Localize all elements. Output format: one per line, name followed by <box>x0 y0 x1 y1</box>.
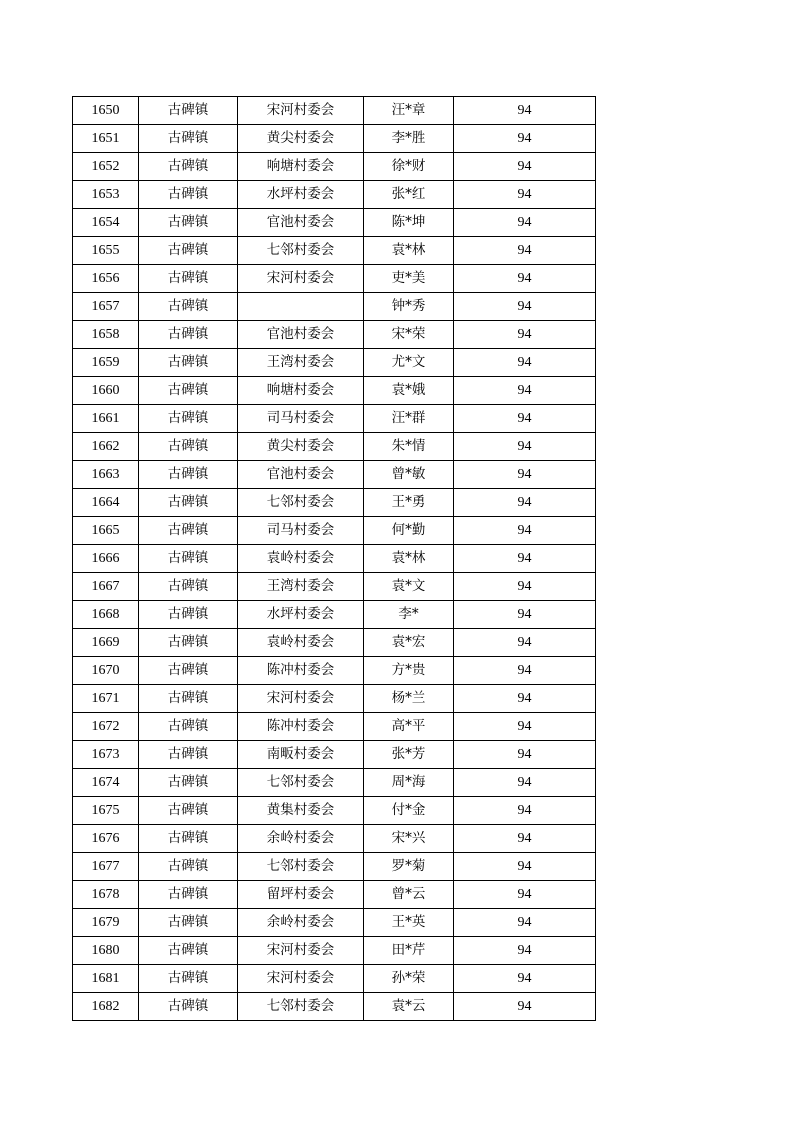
row-number-cell: 1658 <box>73 321 139 349</box>
score-cell: 94 <box>454 573 596 601</box>
table-row <box>73 517 596 545</box>
table-row <box>73 153 596 181</box>
village-committee-cell: 宋河村委会 <box>238 965 364 993</box>
table-row <box>73 657 596 685</box>
village-committee-cell: 官池村委会 <box>238 209 364 237</box>
row-number-cell: 1672 <box>73 713 139 741</box>
table-row <box>73 601 596 629</box>
town-cell: 古碑镇 <box>139 349 238 377</box>
village-committee-cell: 七邻村委会 <box>238 489 364 517</box>
score-cell: 94 <box>454 601 596 629</box>
row-number-cell: 1670 <box>73 657 139 685</box>
town-cell: 古碑镇 <box>139 909 238 937</box>
village-committee-cell: 王湾村委会 <box>238 349 364 377</box>
town-cell: 古碑镇 <box>139 825 238 853</box>
person-name-cell: 尤*文 <box>364 349 454 377</box>
row-number-cell: 1674 <box>73 769 139 797</box>
person-name-cell: 宋*兴 <box>364 825 454 853</box>
town-cell: 古碑镇 <box>139 853 238 881</box>
score-cell: 94 <box>454 769 596 797</box>
town-cell: 古碑镇 <box>139 433 238 461</box>
table-row <box>73 181 596 209</box>
score-cell: 94 <box>454 97 596 125</box>
score-cell: 94 <box>454 349 596 377</box>
row-number-cell: 1677 <box>73 853 139 881</box>
person-name-cell: 汪*章 <box>364 97 454 125</box>
town-cell: 古碑镇 <box>139 125 238 153</box>
table-row <box>73 321 596 349</box>
person-name-cell: 曾*敏 <box>364 461 454 489</box>
village-committee-cell: 黄尖村委会 <box>238 433 364 461</box>
roster-table-body <box>73 97 596 1021</box>
town-cell: 古碑镇 <box>139 517 238 545</box>
village-committee-cell: 司马村委会 <box>238 517 364 545</box>
table-row <box>73 293 596 321</box>
village-committee-cell: 七邻村委会 <box>238 237 364 265</box>
score-cell: 94 <box>454 685 596 713</box>
row-number-cell: 1668 <box>73 601 139 629</box>
person-name-cell: 张*芳 <box>364 741 454 769</box>
person-name-cell: 袁*云 <box>364 993 454 1021</box>
village-committee-cell: 司马村委会 <box>238 405 364 433</box>
village-committee-cell: 袁岭村委会 <box>238 545 364 573</box>
score-cell: 94 <box>454 237 596 265</box>
table-row <box>73 993 596 1021</box>
score-cell: 94 <box>454 797 596 825</box>
village-committee-cell: 袁岭村委会 <box>238 629 364 657</box>
town-cell: 古碑镇 <box>139 797 238 825</box>
score-cell: 94 <box>454 657 596 685</box>
row-number-cell: 1660 <box>73 377 139 405</box>
village-committee-cell: 宋河村委会 <box>238 937 364 965</box>
person-name-cell: 方*贵 <box>364 657 454 685</box>
row-number-cell: 1681 <box>73 965 139 993</box>
score-cell: 94 <box>454 741 596 769</box>
town-cell: 古碑镇 <box>139 489 238 517</box>
table-row <box>73 545 596 573</box>
score-cell: 94 <box>454 461 596 489</box>
row-number-cell: 1661 <box>73 405 139 433</box>
score-cell: 94 <box>454 937 596 965</box>
row-number-cell: 1659 <box>73 349 139 377</box>
row-number-cell: 1652 <box>73 153 139 181</box>
person-name-cell: 朱*情 <box>364 433 454 461</box>
score-cell: 94 <box>454 629 596 657</box>
person-name-cell: 杨*兰 <box>364 685 454 713</box>
town-cell: 古碑镇 <box>139 545 238 573</box>
town-cell: 古碑镇 <box>139 769 238 797</box>
town-cell: 古碑镇 <box>139 321 238 349</box>
person-name-cell: 张*红 <box>364 181 454 209</box>
table-row <box>73 237 596 265</box>
row-number-cell: 1675 <box>73 797 139 825</box>
score-cell: 94 <box>454 489 596 517</box>
village-committee-cell: 响塘村委会 <box>238 377 364 405</box>
person-name-cell: 何*勤 <box>364 517 454 545</box>
town-cell: 古碑镇 <box>139 657 238 685</box>
village-committee-cell: 留坪村委会 <box>238 881 364 909</box>
village-committee-cell: 南畈村委会 <box>238 741 364 769</box>
village-committee-cell: 陈冲村委会 <box>238 657 364 685</box>
town-cell: 古碑镇 <box>139 601 238 629</box>
village-committee-cell: 七邻村委会 <box>238 769 364 797</box>
score-cell: 94 <box>454 433 596 461</box>
row-number-cell: 1673 <box>73 741 139 769</box>
person-name-cell: 徐*财 <box>364 153 454 181</box>
table-row <box>73 629 596 657</box>
score-cell: 94 <box>454 265 596 293</box>
village-committee-cell: 余岭村委会 <box>238 825 364 853</box>
town-cell: 古碑镇 <box>139 237 238 265</box>
score-cell: 94 <box>454 153 596 181</box>
table-row <box>73 265 596 293</box>
town-cell: 古碑镇 <box>139 713 238 741</box>
village-committee-cell: 黄集村委会 <box>238 797 364 825</box>
village-committee-cell: 陈冲村委会 <box>238 713 364 741</box>
row-number-cell: 1663 <box>73 461 139 489</box>
score-cell: 94 <box>454 545 596 573</box>
score-cell: 94 <box>454 209 596 237</box>
person-name-cell: 吏*美 <box>364 265 454 293</box>
score-cell: 94 <box>454 321 596 349</box>
town-cell: 古碑镇 <box>139 153 238 181</box>
table-row <box>73 685 596 713</box>
person-name-cell: 汪*群 <box>364 405 454 433</box>
person-name-cell: 李* <box>364 601 454 629</box>
person-name-cell: 陈*坤 <box>364 209 454 237</box>
score-cell: 94 <box>454 909 596 937</box>
row-number-cell: 1651 <box>73 125 139 153</box>
row-number-cell: 1682 <box>73 993 139 1021</box>
row-number-cell: 1669 <box>73 629 139 657</box>
score-cell: 94 <box>454 853 596 881</box>
row-number-cell: 1662 <box>73 433 139 461</box>
person-name-cell: 孙*荣 <box>364 965 454 993</box>
village-committee-cell: 水坪村委会 <box>238 601 364 629</box>
town-cell: 古碑镇 <box>139 461 238 489</box>
village-committee-cell: 宋河村委会 <box>238 685 364 713</box>
score-cell: 94 <box>454 293 596 321</box>
row-number-cell: 1667 <box>73 573 139 601</box>
table-row <box>73 769 596 797</box>
village-committee-cell: 七邻村委会 <box>238 993 364 1021</box>
table-row <box>73 797 596 825</box>
person-name-cell: 钟*秀 <box>364 293 454 321</box>
town-cell: 古碑镇 <box>139 741 238 769</box>
person-name-cell: 袁*宏 <box>364 629 454 657</box>
table-row <box>73 713 596 741</box>
table-row <box>73 489 596 517</box>
person-name-cell: 罗*菊 <box>364 853 454 881</box>
person-name-cell: 曾*云 <box>364 881 454 909</box>
village-committee-cell: 七邻村委会 <box>238 853 364 881</box>
score-cell: 94 <box>454 517 596 545</box>
table-row <box>73 965 596 993</box>
row-number-cell: 1650 <box>73 97 139 125</box>
row-number-cell: 1671 <box>73 685 139 713</box>
town-cell: 古碑镇 <box>139 97 238 125</box>
person-name-cell: 袁*林 <box>364 237 454 265</box>
row-number-cell: 1656 <box>73 265 139 293</box>
score-cell: 94 <box>454 965 596 993</box>
table-row <box>73 433 596 461</box>
row-number-cell: 1654 <box>73 209 139 237</box>
person-name-cell: 袁*文 <box>364 573 454 601</box>
town-cell: 古碑镇 <box>139 377 238 405</box>
score-cell: 94 <box>454 825 596 853</box>
row-number-cell: 1679 <box>73 909 139 937</box>
score-cell: 94 <box>454 993 596 1021</box>
table-row <box>73 209 596 237</box>
table-row <box>73 461 596 489</box>
table-row <box>73 853 596 881</box>
score-cell: 94 <box>454 881 596 909</box>
person-name-cell: 高*平 <box>364 713 454 741</box>
town-cell: 古碑镇 <box>139 573 238 601</box>
row-number-cell: 1655 <box>73 237 139 265</box>
village-committee-cell: 水坪村委会 <box>238 181 364 209</box>
table-row <box>73 405 596 433</box>
person-name-cell: 周*海 <box>364 769 454 797</box>
town-cell: 古碑镇 <box>139 181 238 209</box>
person-name-cell: 宋*荣 <box>364 321 454 349</box>
village-committee-cell: 官池村委会 <box>238 321 364 349</box>
row-number-cell: 1657 <box>73 293 139 321</box>
person-name-cell: 王*英 <box>364 909 454 937</box>
village-committee-cell: 响塘村委会 <box>238 153 364 181</box>
table-row <box>73 741 596 769</box>
row-number-cell: 1653 <box>73 181 139 209</box>
table-row <box>73 97 596 125</box>
person-name-cell: 王*勇 <box>364 489 454 517</box>
row-number-cell: 1665 <box>73 517 139 545</box>
table-row <box>73 825 596 853</box>
town-cell: 古碑镇 <box>139 629 238 657</box>
person-name-cell: 付*金 <box>364 797 454 825</box>
table-row <box>73 937 596 965</box>
town-cell: 古碑镇 <box>139 293 238 321</box>
person-name-cell: 袁*林 <box>364 545 454 573</box>
row-number-cell: 1676 <box>73 825 139 853</box>
town-cell: 古碑镇 <box>139 265 238 293</box>
village-committee-cell: 王湾村委会 <box>238 573 364 601</box>
table-row <box>73 573 596 601</box>
village-committee-cell <box>238 293 364 321</box>
score-cell: 94 <box>454 125 596 153</box>
town-cell: 古碑镇 <box>139 993 238 1021</box>
person-name-cell: 袁*娥 <box>364 377 454 405</box>
town-cell: 古碑镇 <box>139 685 238 713</box>
village-committee-cell: 官池村委会 <box>238 461 364 489</box>
table-row <box>73 909 596 937</box>
table-row <box>73 349 596 377</box>
score-cell: 94 <box>454 405 596 433</box>
row-number-cell: 1664 <box>73 489 139 517</box>
town-cell: 古碑镇 <box>139 405 238 433</box>
village-committee-cell: 余岭村委会 <box>238 909 364 937</box>
table-row <box>73 125 596 153</box>
town-cell: 古碑镇 <box>139 881 238 909</box>
score-cell: 94 <box>454 181 596 209</box>
table-row <box>73 377 596 405</box>
person-name-cell: 李*胜 <box>364 125 454 153</box>
row-number-cell: 1666 <box>73 545 139 573</box>
town-cell: 古碑镇 <box>139 937 238 965</box>
person-name-cell: 田*芹 <box>364 937 454 965</box>
score-cell: 94 <box>454 713 596 741</box>
score-cell: 94 <box>454 377 596 405</box>
town-cell: 古碑镇 <box>139 965 238 993</box>
village-committee-cell: 宋河村委会 <box>238 265 364 293</box>
village-committee-cell: 宋河村委会 <box>238 97 364 125</box>
row-number-cell: 1680 <box>73 937 139 965</box>
town-cell: 古碑镇 <box>139 209 238 237</box>
roster-table <box>72 96 596 1021</box>
row-number-cell: 1678 <box>73 881 139 909</box>
village-committee-cell: 黄尖村委会 <box>238 125 364 153</box>
table-row <box>73 881 596 909</box>
